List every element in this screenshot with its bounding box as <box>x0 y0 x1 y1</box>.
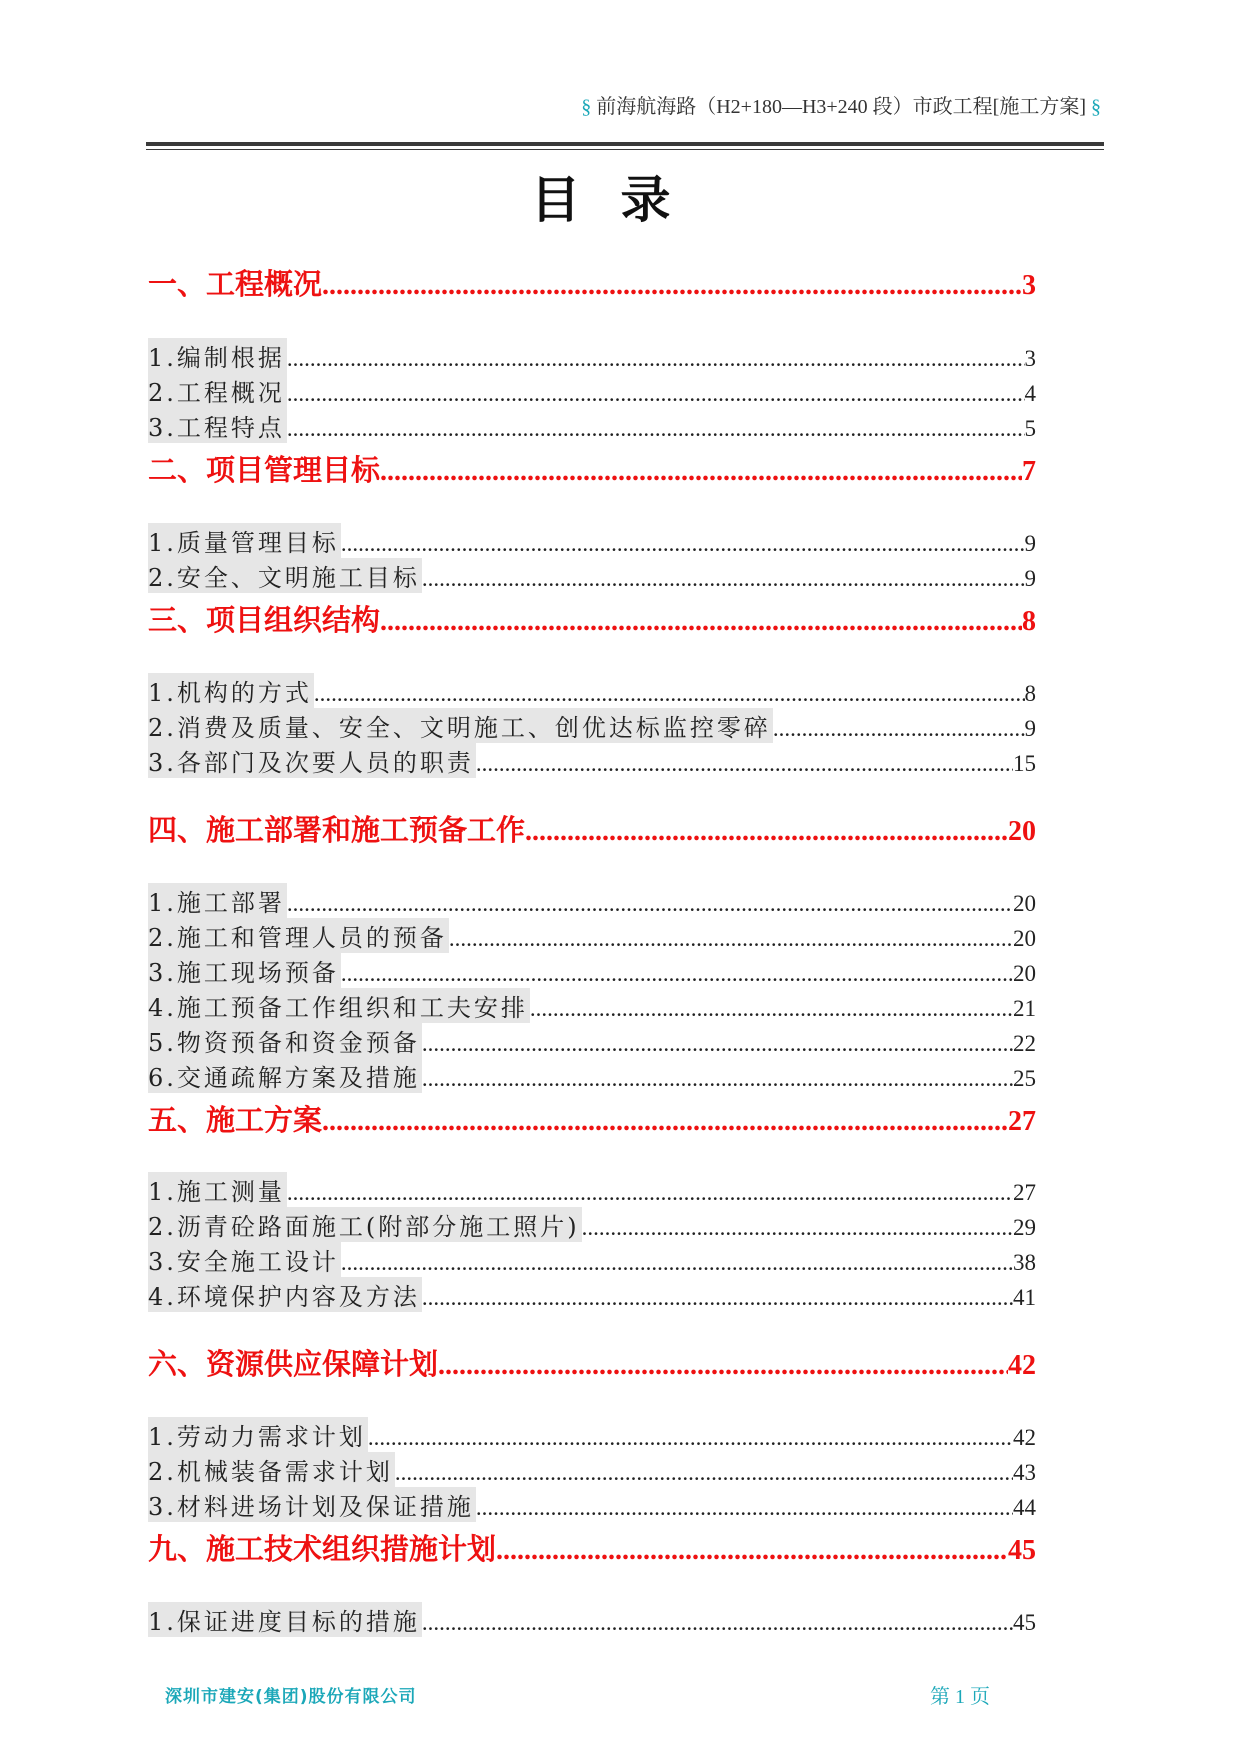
toc-entry-page: 25 <box>1013 1066 1036 1091</box>
toc-section-entry[interactable] <box>148 373 1036 408</box>
toc-entry-label: 6.交通疏解方案及措施 <box>148 1058 422 1093</box>
running-header <box>581 90 1101 119</box>
toc-entry-label: 1.编制根据 <box>148 338 287 373</box>
toc-section-entry[interactable] <box>148 1058 1036 1093</box>
toc-entry-label: 1.质量管理目标 <box>148 523 341 558</box>
toc-entry-page: 22 <box>1013 1031 1036 1056</box>
toc-chapter-entry[interactable] <box>148 262 1036 303</box>
toc-entry-page: 38 <box>1013 1250 1036 1275</box>
toc-dot-leader <box>438 1350 1008 1382</box>
toc-entry-label: 1.保证进度目标的措施 <box>148 1602 422 1637</box>
toc-entry-label: 二、项目管理目标 <box>148 453 381 487</box>
toc-dot-leader <box>314 681 1025 707</box>
toc-entry-page: 7 <box>1022 456 1036 487</box>
toc-dot-leader <box>395 1460 1013 1486</box>
toc-section-entry[interactable] <box>148 1277 1036 1312</box>
header-rule-thick <box>146 142 1104 146</box>
toc-dot-leader <box>449 926 1013 952</box>
toc-entry-page: 42 <box>1013 1425 1036 1450</box>
toc-entry-page: 8 <box>1024 681 1036 706</box>
toc-chapter-entry[interactable] <box>148 1098 1036 1139</box>
toc-dot-leader <box>422 1066 1013 1092</box>
toc-dot-leader <box>287 891 1013 917</box>
toc-dot-leader <box>368 1425 1013 1451</box>
toc-dot-leader <box>287 1180 1013 1206</box>
toc-dot-leader <box>380 456 1022 488</box>
toc-entry-page: 3 <box>1022 270 1036 301</box>
toc-dot-leader <box>773 716 1025 742</box>
toc-dot-leader <box>341 1250 1013 1276</box>
toc-dot-leader <box>287 346 1025 372</box>
toc-dot-leader <box>422 1031 1013 1057</box>
toc-section-entry[interactable] <box>148 558 1036 593</box>
toc-entry-label: 4.施工预备工作组织和工夫安排 <box>148 988 530 1023</box>
toc-dot-leader <box>341 961 1013 987</box>
toc-entry-page: 44 <box>1013 1495 1036 1520</box>
toc-entry-page: 4 <box>1024 381 1036 406</box>
toc-entry-page: 8 <box>1022 606 1036 637</box>
toc-entry-page: 27 <box>1008 1106 1036 1137</box>
toc-section-entry[interactable] <box>148 743 1036 778</box>
toc-entry-label: 1.劳动力需求计划 <box>148 1417 368 1452</box>
toc-entry-label: 5.物资预备和资金预备 <box>148 1023 422 1058</box>
toc-section-entry[interactable] <box>148 523 1036 558</box>
toc-entry-label: 1.施工测量 <box>148 1172 287 1207</box>
toc-entry-page: 20 <box>1013 961 1036 986</box>
footer-company: 深圳市建安(集团)股份有限公司 <box>165 1687 417 1707</box>
toc-entry-page: 3 <box>1024 346 1036 371</box>
toc-entry-label: 3.材料进场计划及保证措施 <box>148 1487 476 1522</box>
toc-section-entry[interactable] <box>148 918 1036 953</box>
toc-section-entry[interactable] <box>148 1487 1036 1522</box>
toc-entry-page: 9 <box>1024 531 1036 556</box>
toc-section-entry[interactable] <box>148 1452 1036 1487</box>
toc-entry-page: 41 <box>1013 1285 1036 1310</box>
toc-entry-page: 42 <box>1008 1350 1036 1381</box>
toc-section-entry[interactable] <box>148 1242 1036 1277</box>
toc-dot-leader <box>322 1106 1008 1138</box>
toc-section-entry[interactable] <box>148 673 1036 708</box>
toc-chapter-entry[interactable] <box>148 808 1036 849</box>
toc-entry-label: 2.安全、文明施工目标 <box>148 558 422 593</box>
toc-section-entry[interactable] <box>148 1023 1036 1058</box>
toc-entry-label: 3.安全施工设计 <box>148 1242 341 1277</box>
toc-dot-leader <box>422 1285 1013 1311</box>
section-mark-left: § <box>581 96 592 118</box>
toc-entry-label: 九、施工技术组织措施计划 <box>148 1532 497 1566</box>
toc-entry-label: 六、资源供应保障计划 <box>148 1347 439 1381</box>
toc-entry-page: 45 <box>1013 1610 1036 1635</box>
toc-entry-label: 2.工程概况 <box>148 373 287 408</box>
toc-chapter-entry[interactable] <box>148 598 1036 639</box>
toc-entry-label: 2.机械装备需求计划 <box>148 1452 395 1487</box>
toc-dot-leader <box>287 416 1025 442</box>
toc-entry-label: 四、施工部署和施工预备工作 <box>148 813 526 847</box>
toc-section-entry[interactable] <box>148 1172 1036 1207</box>
toc-dot-leader <box>422 566 1025 592</box>
toc-entry-label: 4.环境保护内容及方法 <box>148 1277 422 1312</box>
toc-dot-leader <box>525 816 1008 848</box>
toc-entry-label: 一、工程概况 <box>148 267 323 301</box>
toc-section-entry[interactable] <box>148 883 1036 918</box>
toc-section-entry[interactable] <box>148 1207 1036 1242</box>
toc-entry-label: 五、施工方案 <box>148 1103 323 1137</box>
header-rule-thin <box>146 149 1104 150</box>
toc-dot-leader <box>476 751 1013 777</box>
toc-entry-page: 9 <box>1024 716 1036 741</box>
toc-entry-page: 9 <box>1024 566 1036 591</box>
toc-chapter-entry[interactable] <box>148 448 1036 489</box>
toc-dot-leader <box>422 1610 1013 1636</box>
toc-dot-leader <box>341 531 1025 557</box>
toc-dot-leader <box>287 381 1025 407</box>
toc-entry-label: 3.工程特点 <box>148 408 287 443</box>
toc-entry-label: 2.施工和管理人员的预备 <box>148 918 449 953</box>
toc-section-entry[interactable] <box>148 1602 1036 1637</box>
toc-entry-page: 21 <box>1013 996 1036 1021</box>
toc-entry-label: 1.施工部署 <box>148 883 287 918</box>
toc-entry-page: 43 <box>1013 1460 1036 1485</box>
toc-section-entry[interactable] <box>148 1417 1036 1452</box>
toc-dot-leader <box>476 1495 1013 1521</box>
toc-section-entry[interactable] <box>148 988 1036 1023</box>
toc-entry-label: 2.消费及质量、安全、文明施工、创优达标监控零碎 <box>148 708 773 743</box>
toc-section-entry[interactable] <box>148 338 1036 373</box>
toc-entry-page: 29 <box>1013 1215 1036 1240</box>
toc-section-entry[interactable] <box>148 708 1036 743</box>
toc-chapter-entry[interactable] <box>148 1342 1036 1383</box>
toc-entry-page: 45 <box>1008 1535 1036 1566</box>
toc-entry-page: 15 <box>1013 751 1036 776</box>
footer-page-number: 第 1 页 <box>930 1686 990 1708</box>
toc-entry-page: 20 <box>1013 891 1036 916</box>
toc-section-entry[interactable] <box>148 953 1036 988</box>
toc-chapter-entry[interactable] <box>148 1527 1036 1568</box>
toc-dot-leader <box>496 1535 1008 1567</box>
section-mark-right: § <box>1091 96 1101 118</box>
toc-dot-leader <box>530 996 1013 1022</box>
toc-section-entry[interactable] <box>148 408 1036 443</box>
toc-entry-label: 3.各部门及次要人员的职责 <box>148 743 476 778</box>
toc-entry-page: 20 <box>1008 816 1036 847</box>
toc-dot-leader <box>322 270 1022 302</box>
page-title: 目录 <box>530 171 711 229</box>
toc-entry-page: 5 <box>1024 416 1036 441</box>
header-text: 前海航海路（H2+180—H3+240 段）市政工程[施工方案] <box>596 96 1086 118</box>
toc-entry-page: 27 <box>1013 1180 1036 1205</box>
toc-entry-label: 三、项目组织结构 <box>148 603 381 637</box>
toc-entry-page: 20 <box>1013 926 1036 951</box>
toc-entry-label: 2.沥青砼路面施工(附部分施工照片) <box>148 1207 582 1242</box>
toc-entry-label: 1.机构的方式 <box>148 673 314 708</box>
toc-entry-label: 3.施工现场预备 <box>148 953 341 988</box>
toc-dot-leader <box>380 606 1022 638</box>
toc-dot-leader <box>582 1215 1013 1241</box>
